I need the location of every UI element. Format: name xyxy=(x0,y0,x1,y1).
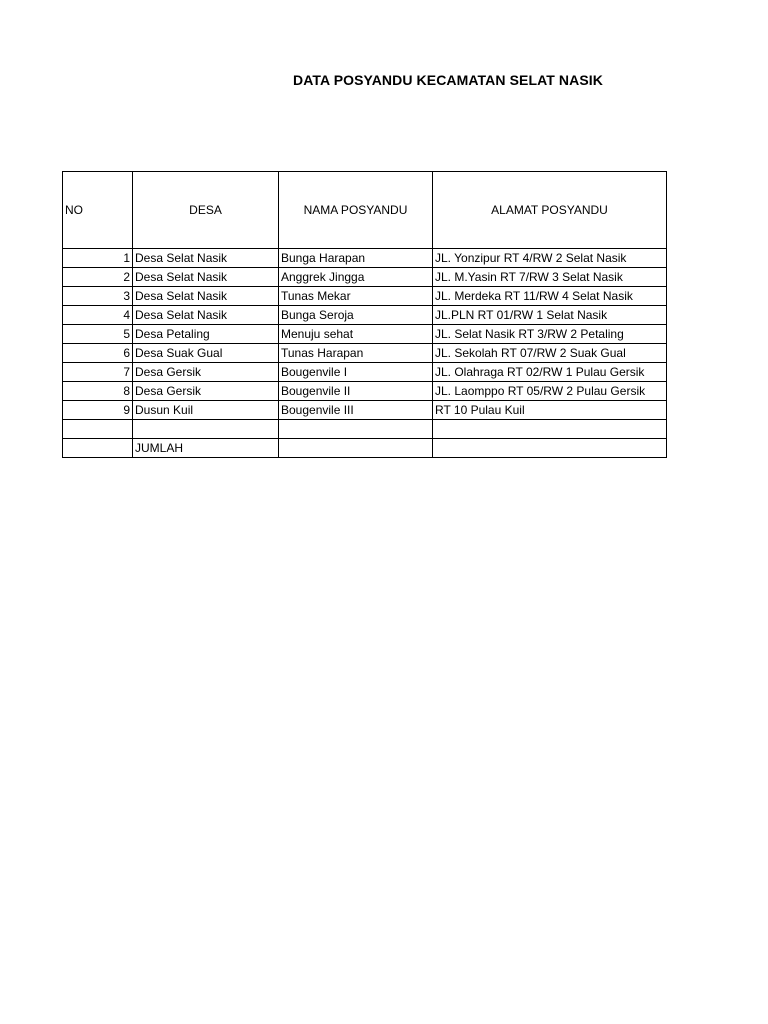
cell-desa: Desa Suak Gual xyxy=(133,344,279,363)
cell-alamat: JL. Yonzipur RT 4/RW 2 Selat Nasik xyxy=(433,249,667,268)
table-row xyxy=(63,268,667,287)
cell-alamat: JL. Selat Nasik RT 3/RW 2 Petaling xyxy=(433,325,667,344)
cell-desa: Desa Selat Nasik xyxy=(133,268,279,287)
cell-alamat: JL. Olahraga RT 02/RW 1 Pulau Gersik xyxy=(433,363,667,382)
table-row xyxy=(63,306,667,325)
table-row xyxy=(63,363,667,382)
table-row-total xyxy=(63,439,667,458)
table-row-empty xyxy=(63,420,667,439)
cell-nama: Bunga Seroja xyxy=(279,306,433,325)
cell-desa: Desa Gersik xyxy=(133,363,279,382)
cell-alamat: RT 10 Pulau Kuil xyxy=(433,401,667,420)
cell-no: 9 xyxy=(63,401,133,420)
cell-empty xyxy=(133,420,279,439)
cell-no: 8 xyxy=(63,382,133,401)
cell-nama: Anggrek Jingga xyxy=(279,268,433,287)
cell-empty xyxy=(279,420,433,439)
header-desa: DESA xyxy=(133,172,279,249)
cell-desa: Desa Petaling xyxy=(133,325,279,344)
cell-alamat: JL. Sekolah RT 07/RW 2 Suak Gual xyxy=(433,344,667,363)
posyandu-table xyxy=(62,171,667,458)
cell-empty xyxy=(63,420,133,439)
total-label: JUMLAH xyxy=(133,439,279,458)
cell-empty xyxy=(433,420,667,439)
cell-no: 7 xyxy=(63,363,133,382)
cell-nama: Bougenvile I xyxy=(279,363,433,382)
page-title: DATA POSYANDU KECAMATAN SELAT NASIK xyxy=(293,72,603,88)
cell-nama: Bunga Harapan xyxy=(279,249,433,268)
cell-empty xyxy=(279,439,433,458)
cell-desa: Desa Selat Nasik xyxy=(133,306,279,325)
cell-no: 6 xyxy=(63,344,133,363)
cell-no: 5 xyxy=(63,325,133,344)
cell-desa: Desa Selat Nasik xyxy=(133,249,279,268)
cell-alamat: JL. Merdeka RT 11/RW 4 Selat Nasik xyxy=(433,287,667,306)
table-row xyxy=(63,287,667,306)
table-row xyxy=(63,401,667,420)
cell-desa: Desa Gersik xyxy=(133,382,279,401)
cell-nama: Tunas Mekar xyxy=(279,287,433,306)
header-nama-posyandu: NAMA POSYANDU xyxy=(279,172,433,249)
cell-empty xyxy=(63,439,133,458)
cell-nama: Tunas Harapan xyxy=(279,344,433,363)
header-no: NO xyxy=(63,172,133,249)
cell-nama: Bougenvile III xyxy=(279,401,433,420)
table-header-row xyxy=(63,172,667,249)
table-row xyxy=(63,382,667,401)
table-row xyxy=(63,249,667,268)
header-alamat-posyandu: ALAMAT POSYANDU xyxy=(433,172,667,249)
cell-no: 4 xyxy=(63,306,133,325)
cell-empty xyxy=(433,439,667,458)
cell-desa: Dusun Kuil xyxy=(133,401,279,420)
cell-no: 1 xyxy=(63,249,133,268)
cell-alamat: JL.PLN RT 01/RW 1 Selat Nasik xyxy=(433,306,667,325)
cell-nama: Menuju sehat xyxy=(279,325,433,344)
table-row xyxy=(63,344,667,363)
table-row xyxy=(63,325,667,344)
cell-nama: Bougenvile II xyxy=(279,382,433,401)
cell-alamat: JL. Laomppo RT 05/RW 2 Pulau Gersik xyxy=(433,382,667,401)
cell-alamat: JL. M.Yasin RT 7/RW 3 Selat Nasik xyxy=(433,268,667,287)
cell-desa: Desa Selat Nasik xyxy=(133,287,279,306)
cell-no: 3 xyxy=(63,287,133,306)
cell-no: 2 xyxy=(63,268,133,287)
